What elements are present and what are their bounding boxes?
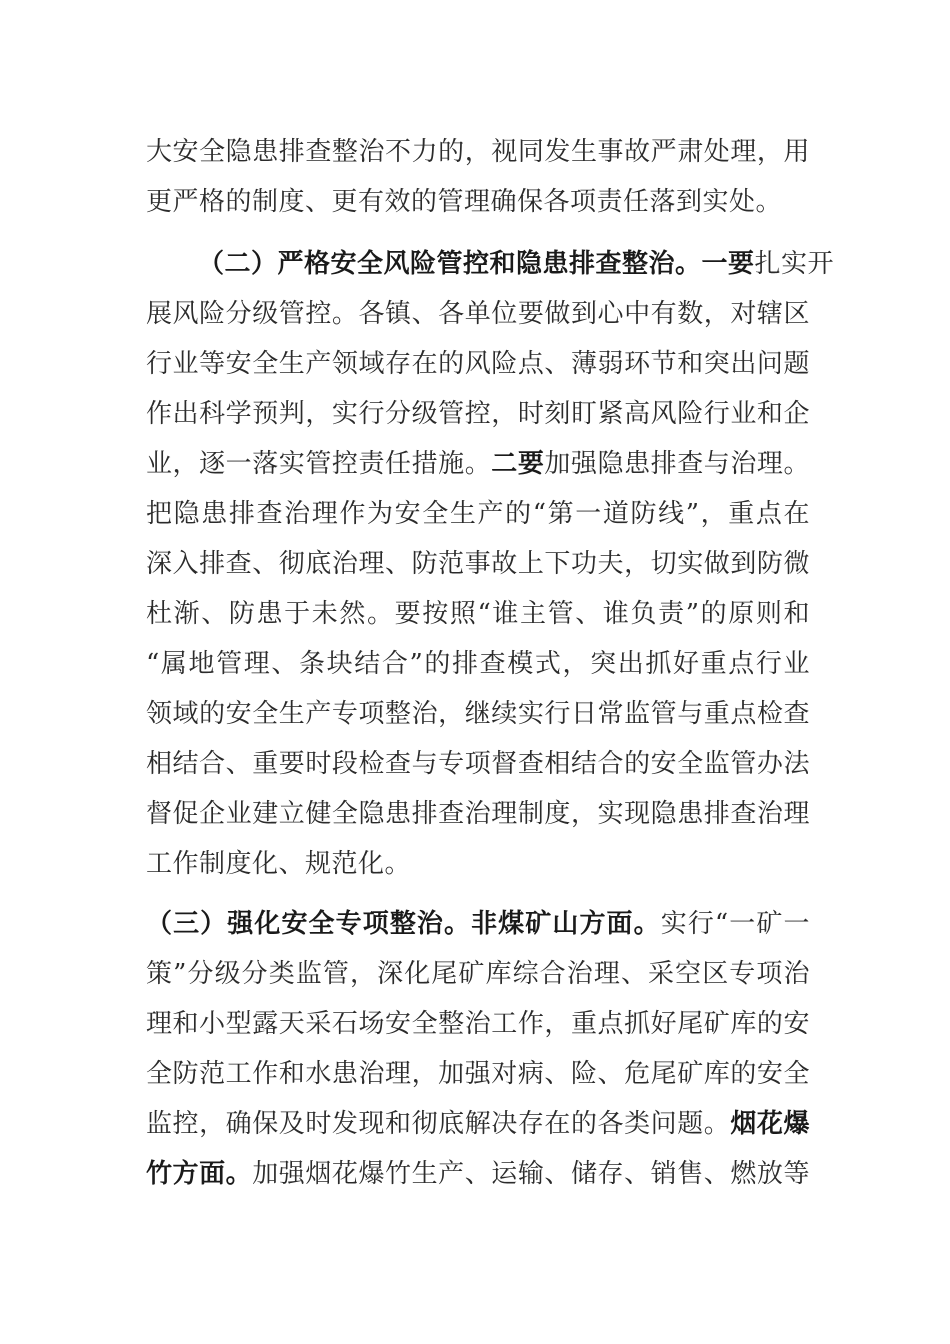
text-line bbox=[146, 739, 810, 789]
text-line bbox=[146, 689, 810, 739]
bold-marker: 一要 bbox=[701, 249, 755, 279]
section-heading: （二）严格安全风险管控和隐患排查整治。 bbox=[198, 249, 702, 279]
text-line bbox=[146, 339, 810, 389]
text-line bbox=[146, 489, 810, 539]
text-line bbox=[146, 789, 810, 839]
text-run: 行业等安全生产领域存在的风险点、薄弱环节和突出问题 bbox=[146, 349, 810, 379]
text-run: 策”分级分类监管，深化尾矿库综合治理、采空区专项治 bbox=[146, 959, 810, 989]
text-run: 更严格的制度、更有效的管理确保各项责任落到实处。 bbox=[146, 187, 783, 217]
text-run: 深入排查、彻底治理、防范事故上下功夫，切实做到防微 bbox=[146, 549, 810, 579]
text-line bbox=[146, 999, 810, 1049]
text-run: 工作制度化、规范化。 bbox=[146, 849, 412, 879]
text-run: 理和小型露天采石场安全整治工作，重点抓好尾矿库的安 bbox=[146, 1009, 810, 1039]
text-line bbox=[146, 1049, 810, 1099]
paragraph-risk-control bbox=[146, 239, 835, 889]
text-run: 监控，确保及时发现和彻底解决存在的各类问题。 bbox=[146, 1109, 731, 1139]
text-line bbox=[146, 949, 810, 999]
text-run: 加强隐患排查与治理。 bbox=[544, 449, 810, 479]
text-run: 扎实开 bbox=[754, 249, 835, 279]
text-run: 实行“一矿一 bbox=[660, 909, 810, 939]
paragraph-special-rectification bbox=[146, 899, 810, 1199]
text-line bbox=[146, 1099, 810, 1149]
text-run: 展风险分级管控。各镇、各单位要做到心中有数，对辖区 bbox=[146, 299, 810, 329]
text-line bbox=[146, 1149, 810, 1199]
text-line bbox=[146, 589, 810, 639]
text-line bbox=[146, 839, 810, 889]
text-run: “属地管理、条块结合”的排查模式，突出抓好重点行业 bbox=[146, 649, 810, 679]
text-run: 相结合、重要时段检查与专项督查相结合的安全监管办法 bbox=[146, 749, 810, 779]
text-run: 大安全隐患排查整治不力的，视同发生事故严肃处理，用 bbox=[146, 137, 810, 167]
text-line bbox=[146, 239, 835, 289]
text-line bbox=[146, 539, 810, 589]
bold-marker: 二要 bbox=[491, 449, 545, 479]
text-line bbox=[146, 639, 810, 689]
text-run: 领域的安全生产专项整治，继续实行日常监管与重点检查 bbox=[146, 699, 810, 729]
text-run: 作出科学预判，实行分级管控，时刻盯紧高风险行业和企 bbox=[146, 399, 810, 429]
text-run: 全防范工作和水患治理，加强对病、险、危尾矿库的安全 bbox=[146, 1059, 810, 1089]
paragraph-responsibility bbox=[146, 127, 810, 227]
text-run: 加强烟花爆竹生产、运输、储存、销售、燃放等 bbox=[252, 1159, 810, 1189]
bold-marker: 烟花爆 bbox=[730, 1109, 810, 1139]
section-heading: （三）强化安全专项整治。非煤矿山方面。 bbox=[146, 909, 661, 939]
text-line bbox=[146, 289, 810, 339]
text-run: 业，逐一落实管控责任措施。 bbox=[146, 449, 492, 479]
text-line bbox=[146, 389, 810, 439]
text-line bbox=[146, 127, 810, 177]
text-line bbox=[146, 899, 810, 949]
text-run: 把隐患排查治理作为安全生产的“第一道防线”，重点在 bbox=[146, 499, 810, 529]
text-run: 督促企业建立健全隐患排查治理制度，实现隐患排查治理 bbox=[146, 799, 810, 829]
text-line bbox=[146, 439, 810, 489]
text-run: 杜渐、防患于未然。要按照“谁主管、谁负责”的原则和 bbox=[146, 599, 810, 629]
bold-marker: 竹方面。 bbox=[146, 1159, 253, 1189]
text-line bbox=[146, 177, 810, 227]
